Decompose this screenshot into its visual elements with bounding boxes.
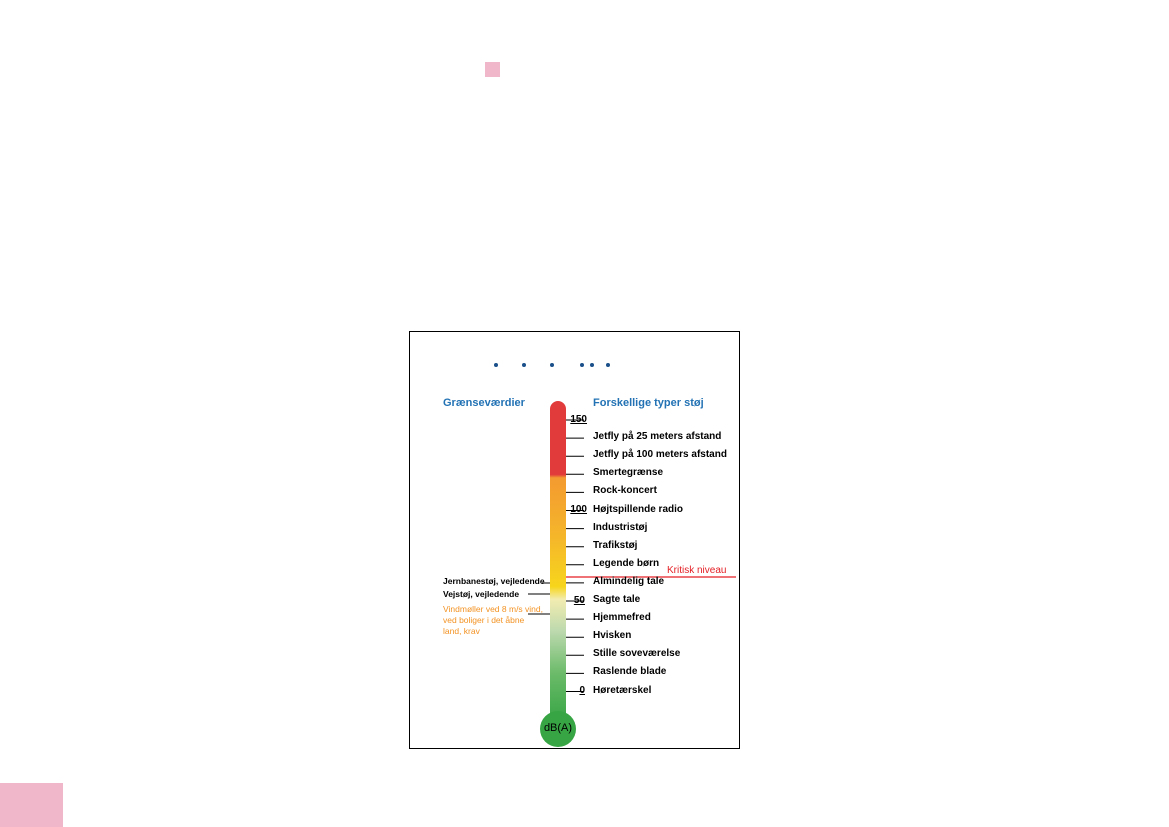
- noise-type-label: Jetfly på 25 meters afstand: [593, 431, 722, 443]
- noise-type-label: Trafikstøj: [593, 539, 638, 551]
- scale-50: 50: [573, 595, 585, 606]
- scale-100: 100: [570, 504, 587, 515]
- limit-rail-label: Jernbanestøj, vejledende: [443, 576, 545, 586]
- noise-type-label: Rock-koncert: [593, 485, 657, 497]
- thermometer-tube: [550, 401, 566, 721]
- noise-type-label: Stille soveværelse: [593, 648, 681, 660]
- scale-150: 150: [570, 414, 587, 425]
- noise-types-header: Forskellige typer støj: [593, 397, 704, 409]
- pink-corner-block: [0, 783, 63, 827]
- limits-header: Grænseværdier: [443, 397, 525, 409]
- noise-type-label: Legende børn: [593, 557, 660, 569]
- noise-type-label: Almindelig tale: [593, 575, 665, 587]
- unit-label: dB(A): [543, 722, 573, 734]
- title-fragment: [490, 363, 640, 373]
- noise-type-label: Jetfly på 100 meters afstand: [593, 449, 727, 461]
- pink-marker-square: [485, 62, 500, 77]
- noise-type-label: Hvisken: [593, 630, 632, 642]
- noise-type-label: Hjemmefred: [593, 612, 651, 624]
- critical-level-label: Kritisk niveau: [667, 565, 727, 576]
- noise-type-label: Sagte tale: [593, 594, 641, 605]
- noise-type-label: Højtspillende radio: [593, 503, 684, 515]
- limit-road-label: Vejstøj, vejledende: [443, 589, 520, 599]
- noise-type-label: Raslende blade: [593, 666, 667, 678]
- noise-type-label: Høretærskel: [593, 684, 652, 696]
- noise-type-label: Industristøj: [593, 521, 648, 533]
- noise-type-label: Smertegrænse: [593, 467, 664, 479]
- limit-wind-label: Vindmøller ved 8 m/s vind, ved boliger i det åbne land, krav: [443, 604, 543, 636]
- scale-0: 0: [579, 685, 585, 696]
- noise-thermometer-diagram: [409, 331, 740, 749]
